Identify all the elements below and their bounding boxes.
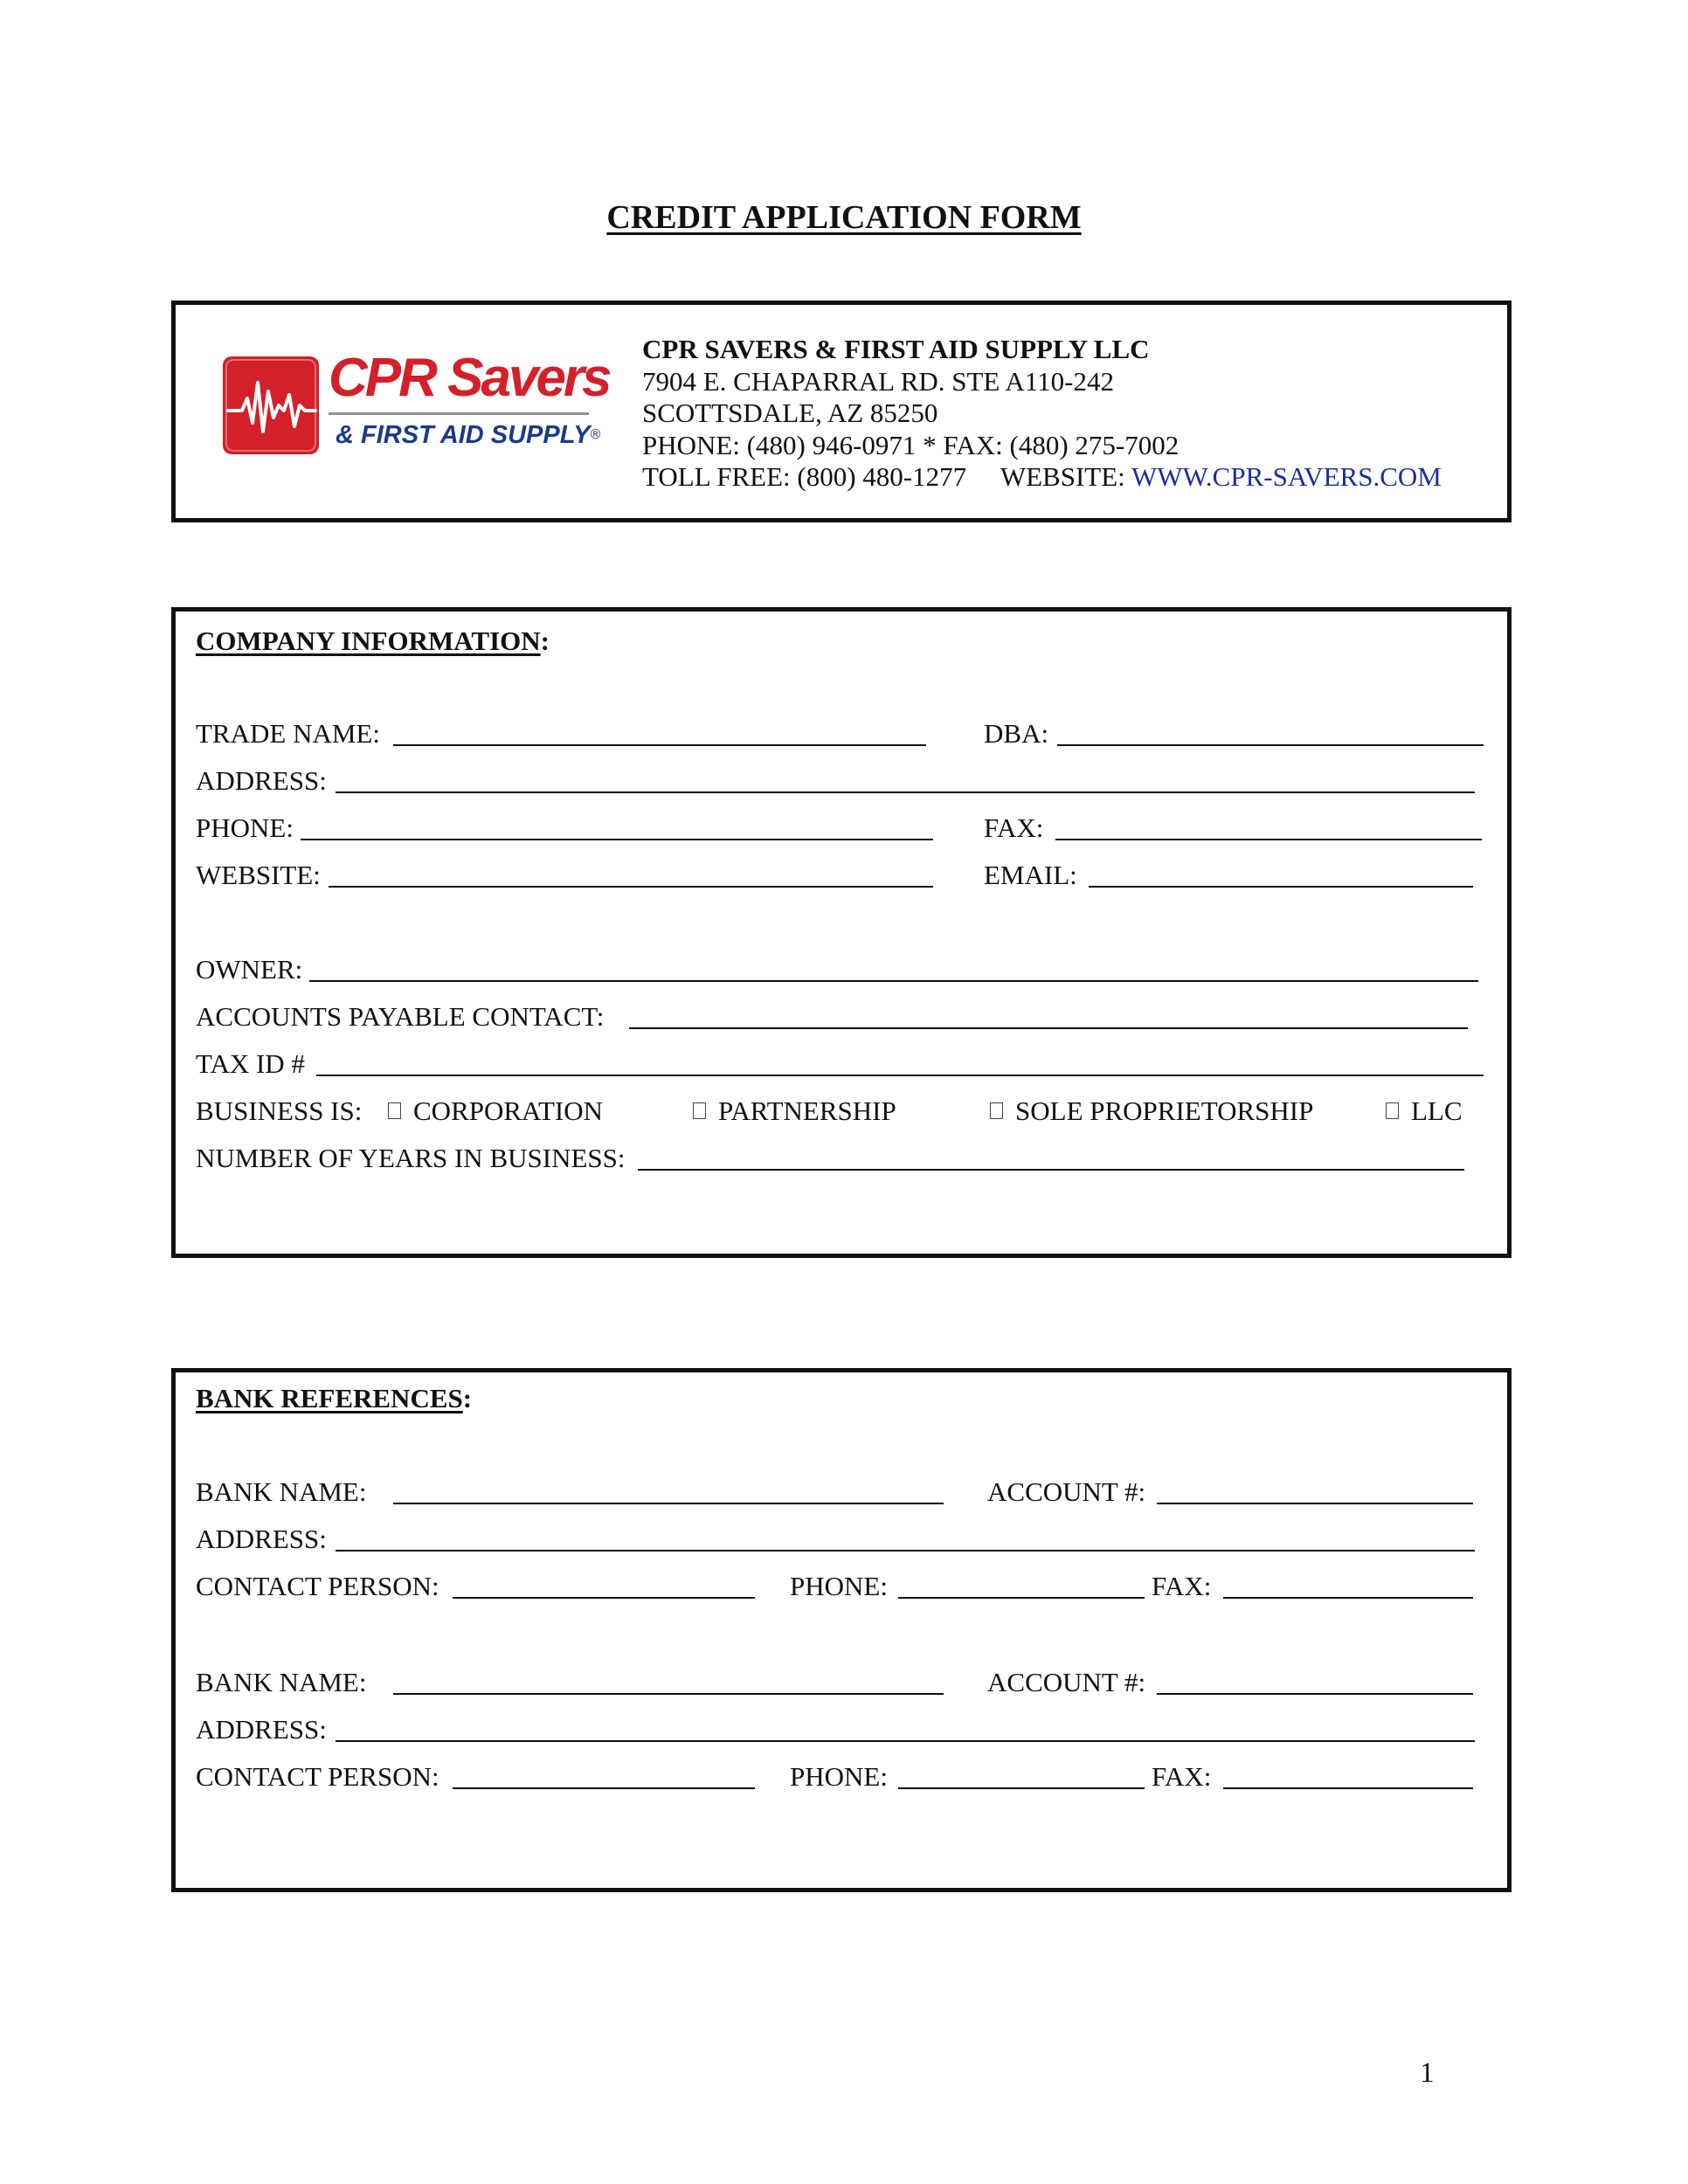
bank-references-section	[171, 1368, 1512, 1892]
trade-name-field[interactable]	[393, 744, 926, 746]
business-is-label: BUSINESS IS:	[196, 1095, 363, 1126]
bank-fax-label: FAX:	[1152, 1571, 1212, 1601]
company-name: CPR SAVERS & FIRST AID SUPPLY LLC	[642, 334, 1150, 364]
bank-fax-field[interactable]	[1223, 1787, 1473, 1789]
ap-contact-label: ACCOUNTS PAYABLE CONTACT:	[196, 1001, 605, 1032]
tax-id-label: TAX ID #	[196, 1048, 305, 1079]
company-phone-fax: PHONE: (480) 946-0971 * FAX: (480) 275-7002	[642, 429, 1180, 460]
website-label: WEBSITE:	[196, 860, 321, 890]
company-address-line2: SCOTTSDALE, AZ 85250	[642, 397, 938, 428]
logo-divider	[329, 412, 589, 415]
account-field[interactable]	[1157, 1503, 1473, 1504]
checkbox[interactable]	[388, 1102, 401, 1119]
business-option-llc[interactable]: LLC	[1386, 1095, 1463, 1127]
heartbeat-logo-icon	[223, 356, 319, 454]
bank-phone-label: PHONE:	[790, 1571, 888, 1601]
logo-wordmark: CPR Savers	[329, 348, 610, 408]
bank-address-label: ADDRESS:	[196, 1714, 327, 1745]
account-label: ACCOUNT #:	[987, 1667, 1146, 1697]
business-option-corporation[interactable]: CORPORATION	[388, 1095, 603, 1127]
address-field[interactable]	[336, 791, 1475, 793]
bank-phone-label: PHONE:	[790, 1761, 888, 1792]
owner-field[interactable]	[309, 980, 1478, 982]
bank-references-heading: BANK REFERENCES:	[196, 1383, 473, 1413]
checkbox[interactable]	[990, 1102, 1003, 1119]
contact-person-field[interactable]	[453, 1787, 755, 1789]
form-title: CREDIT APPLICATION FORM	[606, 199, 1082, 236]
years-in-business-label: NUMBER OF YEARS IN BUSINESS:	[196, 1143, 626, 1173]
trade-name-label: TRADE NAME:	[196, 718, 380, 749]
bank-phone-field[interactable]	[898, 1597, 1145, 1599]
bank-name-field[interactable]	[393, 1503, 944, 1504]
phone-label: PHONE:	[196, 812, 294, 843]
bank-name-field[interactable]	[393, 1693, 944, 1695]
bank-phone-field[interactable]	[898, 1787, 1145, 1789]
company-tollfree-website: TOLL FREE: (800) 480-1277 WEBSITE: WWW.CPR-SAVERS.COM	[642, 461, 1442, 492]
email-field[interactable]	[1089, 886, 1473, 888]
checkbox[interactable]	[693, 1102, 706, 1119]
tax-id-field[interactable]	[316, 1075, 1484, 1076]
email-label: EMAIL:	[984, 860, 1077, 890]
account-label: ACCOUNT #:	[987, 1476, 1146, 1507]
account-field[interactable]	[1157, 1693, 1473, 1695]
bank-name-label: BANK NAME:	[196, 1476, 367, 1507]
page-number: 1	[1420, 2057, 1435, 2089]
bank-name-label: BANK NAME:	[196, 1667, 367, 1697]
contact-person-label: CONTACT PERSON:	[196, 1571, 439, 1601]
business-option-partnership[interactable]: PARTNERSHIP	[693, 1095, 896, 1127]
website-field[interactable]	[329, 886, 933, 888]
dba-label: DBA:	[984, 718, 1049, 749]
address-label: ADDRESS:	[196, 765, 327, 796]
years-in-business-field[interactable]	[638, 1169, 1464, 1171]
bank-address-field[interactable]	[336, 1550, 1475, 1552]
dba-field[interactable]	[1057, 744, 1484, 746]
bank-fax-label: FAX:	[1152, 1761, 1212, 1792]
contact-person-field[interactable]	[453, 1597, 755, 1599]
bank-address-field[interactable]	[336, 1740, 1475, 1742]
contact-person-label: CONTACT PERSON:	[196, 1761, 439, 1792]
phone-field[interactable]	[301, 839, 933, 840]
fax-field[interactable]	[1055, 839, 1482, 840]
logo-subtitle: & FIRST AID SUPPLY®	[336, 421, 601, 449]
owner-label: OWNER:	[196, 954, 303, 985]
company-address-line1: 7904 E. CHAPARRAL RD. STE A110-242	[642, 365, 1114, 397]
company-contact-block	[642, 334, 1442, 494]
website-link[interactable]: WWW.CPR-SAVERS.COM	[1131, 461, 1442, 492]
checkbox[interactable]	[1386, 1102, 1399, 1119]
ap-contact-field[interactable]	[629, 1027, 1468, 1029]
business-option-sole-proprietorship[interactable]: SOLE PROPRIETORSHIP	[990, 1095, 1313, 1127]
bank-address-label: ADDRESS:	[196, 1524, 327, 1554]
company-information-heading: COMPANY INFORMATION:	[196, 625, 550, 656]
bank-fax-field[interactable]	[1223, 1597, 1473, 1599]
fax-label: FAX:	[984, 812, 1044, 843]
